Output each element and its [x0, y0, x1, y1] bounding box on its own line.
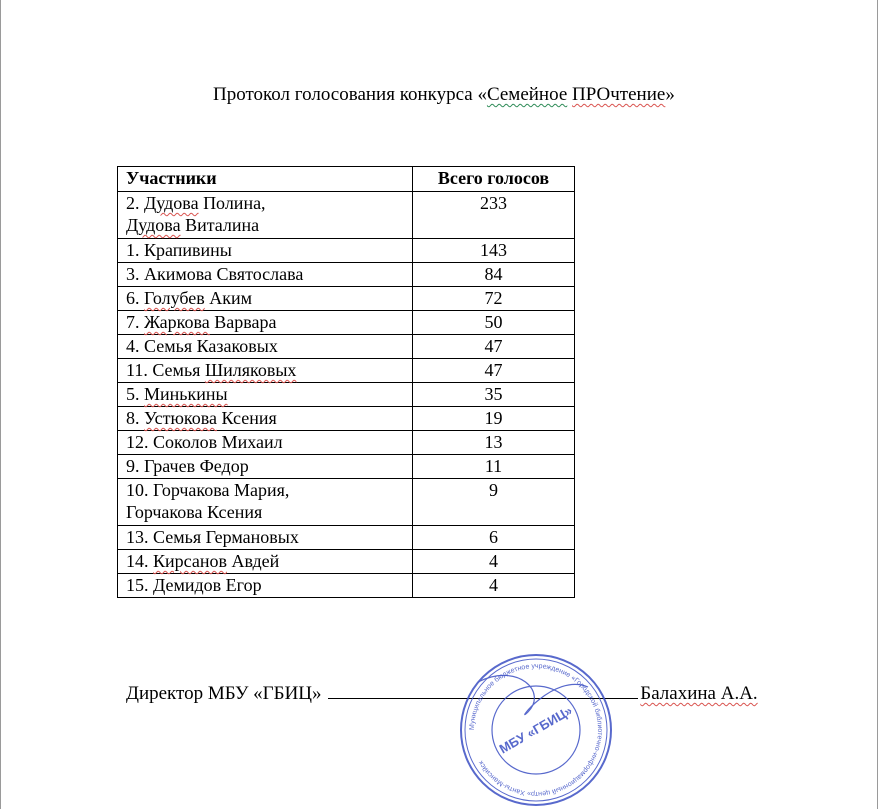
table-row — [118, 359, 575, 383]
director-title: Директор МБУ «ГБИЦ» — [126, 683, 322, 704]
table-row — [118, 550, 575, 574]
signature-line — [126, 680, 758, 705]
page-edge-left — [0, 0, 1, 809]
table-row — [118, 574, 575, 598]
table-row — [118, 335, 575, 359]
table-row — [118, 287, 575, 311]
table-row — [118, 526, 575, 550]
table-row — [118, 431, 575, 455]
table-row — [118, 263, 575, 287]
vote-count-cell: 143 — [413, 239, 575, 263]
participant-name-line: 14. Кирсанов Авдей — [126, 551, 280, 571]
participant-name-cell — [118, 359, 413, 383]
voting-results-table — [117, 166, 575, 598]
participant-name-cell — [118, 479, 413, 526]
table-row — [118, 407, 575, 431]
participant-name-cell — [118, 431, 413, 455]
participant-name-line: 12. Соколов Михаил — [126, 432, 283, 452]
vote-count-cell: 47 — [413, 335, 575, 359]
vote-count-cell: 9 — [413, 479, 575, 526]
stamp-ring-text: Муниципальное бюджетное учреждение «Городской библиотечно-информационный центр» Ханты-Мансийск — [468, 662, 604, 798]
table-row — [118, 239, 575, 263]
participant-name-line: 11. Семья Шиляковых — [126, 360, 297, 380]
participant-name-line: Дудова Виталина — [126, 215, 260, 235]
participant-name-line: 5. Минькины — [126, 384, 228, 404]
participant-name-cell — [118, 455, 413, 479]
participant-name-line: 6. Голубев Аким — [126, 288, 253, 308]
document-title — [213, 84, 675, 106]
table-row — [118, 383, 575, 407]
table-body — [118, 192, 575, 598]
vote-count-cell: 4 — [413, 550, 575, 574]
participant-name-line: 7. Жаркова Варвара — [126, 312, 277, 332]
organization-stamp — [458, 652, 614, 808]
participant-name-line: 2. Дудова Полина, — [126, 193, 266, 213]
participant-name-line: 13. Семья Германовых — [126, 527, 299, 547]
table-row — [118, 311, 575, 335]
participant-name-cell — [118, 239, 413, 263]
vote-count-cell: 72 — [413, 287, 575, 311]
participant-name-line: 1. Крапивины — [126, 240, 232, 260]
participant-name-line: 3. Акимова Святослава — [126, 264, 304, 284]
participant-name-cell — [118, 287, 413, 311]
vote-count-cell: 6 — [413, 526, 575, 550]
signatory-name: Балахина А.А. — [640, 683, 758, 704]
vote-count-cell: 35 — [413, 383, 575, 407]
participant-name-line: 15. Демидов Егор — [126, 575, 262, 595]
participant-name-line: 8. Устюкова Ксения — [126, 408, 277, 428]
participant-name-cell — [118, 192, 413, 239]
title-contest-word-2: ПРОчтение — [572, 84, 666, 105]
vote-count-cell: 11 — [413, 455, 575, 479]
table-row — [118, 192, 575, 239]
participant-name-line: 9. Грачев Федор — [126, 456, 249, 476]
stamp-center-text: МБУ «ГБИЦ» — [496, 702, 575, 757]
table-row — [118, 455, 575, 479]
vote-count-cell: 4 — [413, 574, 575, 598]
vote-count-cell: 13 — [413, 431, 575, 455]
vote-count-cell: 233 — [413, 192, 575, 239]
vote-count-cell: 19 — [413, 407, 575, 431]
title-contest-word-1: Семейное — [486, 84, 568, 105]
header-total-votes: Всего голосов — [413, 167, 575, 192]
table-row — [118, 479, 575, 526]
participant-name-cell — [118, 263, 413, 287]
vote-count-cell: 47 — [413, 359, 575, 383]
participant-name-cell — [118, 335, 413, 359]
participant-name-cell — [118, 383, 413, 407]
participant-name-cell — [118, 526, 413, 550]
table-header-row — [118, 167, 575, 192]
participant-name-line: Горчакова Ксения — [126, 502, 263, 522]
participant-name-cell — [118, 550, 413, 574]
participant-name-cell — [118, 574, 413, 598]
header-participants: Участники — [118, 167, 413, 192]
vote-count-cell: 84 — [413, 263, 575, 287]
participant-name-cell — [118, 311, 413, 335]
vote-count-cell: 50 — [413, 311, 575, 335]
participant-name-line: 10. Горчакова Мария, — [126, 480, 290, 500]
title-prefix: Протокол голосования конкурса « — [213, 84, 487, 105]
participant-name-line: 4. Семья Казаковых — [126, 336, 278, 356]
participant-name-cell — [118, 407, 413, 431]
title-suffix: » — [665, 84, 675, 105]
